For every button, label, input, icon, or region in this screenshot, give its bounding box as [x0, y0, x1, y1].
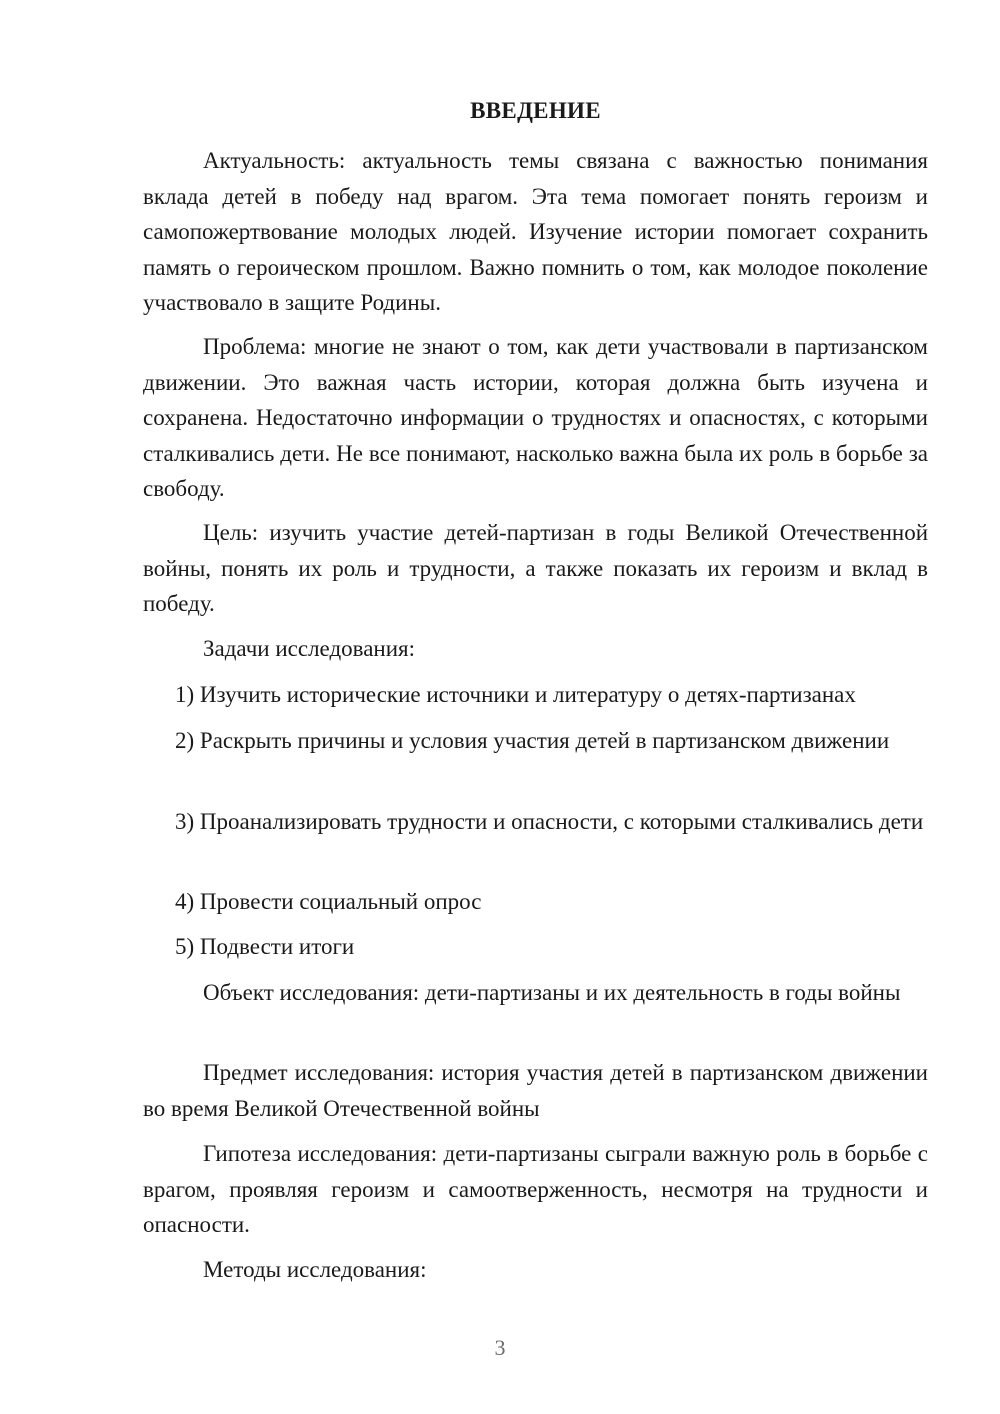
paragraph-object: Объект исследования: дети-партизаны и их деятельность в годы войны [203, 980, 901, 1005]
paragraph-goal: Цель: изучить участие детей-партизан в годы Великой Отечественной войны, понять их роль и трудности, а также показать их героизм и вклад в победу. [143, 520, 928, 616]
paragraph-relevance: Актуальность: актуальность темы связана с важностью понимания вклада детей в победу над врагом. Эта тема помогает понять героизм и самопожертвование молодых людей. Изучение истории помогает сохранить память о героическом прошлом. Важно помнить о том, как молодое поколение участвовало в защите Родины. [143, 148, 928, 315]
section-title: ВВЕДЕНИЕ [470, 98, 601, 123]
paragraph-methods: Методы исследования: [203, 1257, 427, 1282]
paragraph-subject: Предмет исследования: история участия детей в партизанском движении во время Великой Отечественной войны [143, 1060, 928, 1121]
paragraph-problem: Проблема: многие не знают о том, как дети участвовали в партизанском движении. Это важная часть истории, которая должна быть изучена и сохранена. Недостаточно информации о трудностях и опасностях, с которыми сталкивались дети. Не все понимают, насколько важна была их роль в борьбе за свободу. [143, 334, 928, 501]
task-item: 3) Проанализировать трудности и опасности, с которыми сталкивались дети [175, 809, 924, 834]
task-item: 5) Подвести итоги [175, 934, 355, 959]
task-item: 4) Провести социальный опрос [175, 889, 482, 914]
task-item: 1) Изучить исторические источники и литературу о детях-партизанах [175, 682, 856, 707]
task-item: 2) Раскрыть причины и условия участия детей в партизанском движении [175, 728, 890, 753]
page-number: 3 [494, 1335, 506, 1360]
paragraph-tasks-heading: Задачи исследования: [203, 636, 416, 661]
paragraph-hypothesis: Гипотеза исследования: дети-партизаны сыграли важную роль в борьбе с врагом, проявляя героизм и самоотверженность, несмотря на трудности и опасности. [143, 1141, 928, 1237]
